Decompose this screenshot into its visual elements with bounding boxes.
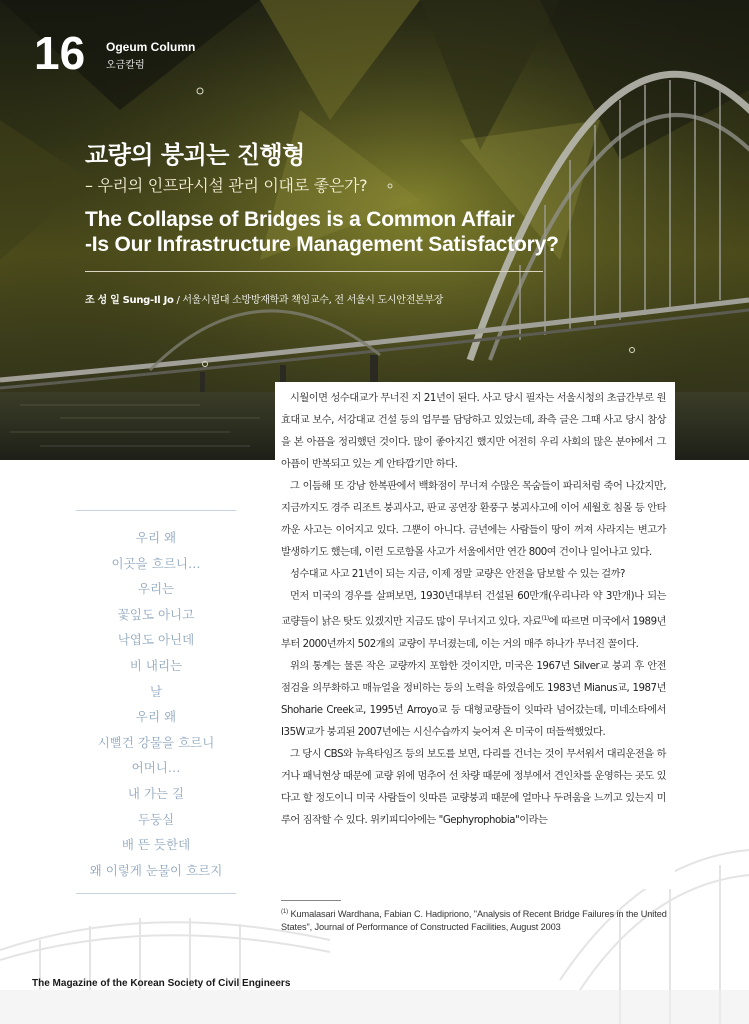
poem-top-rule: [76, 510, 236, 511]
poem-line: 내 가는 길: [127, 785, 185, 801]
author-affiliation: / 서울시립대 소방방재학과 책임교수, 전 서울시 도시안전본부장: [173, 295, 444, 306]
poem-line: 꽃잎도 아니고: [117, 606, 195, 622]
author-byline: [85, 291, 443, 306]
poem-line: 어머니…: [131, 760, 181, 776]
article-subtitle-kr: – 우리의 인프라시설 관리 이대로 좋은가?: [85, 176, 368, 195]
footnote-ref: (1): [541, 615, 549, 623]
body-paragraph: 성수대교 사고 21년이 되는 지금, 이제 정말 교량은 안전을 담보할 수 있는 걸까?: [290, 569, 625, 581]
column-name-en: Ogeum Column: [106, 40, 196, 54]
poem-line: 낙엽도 아닌데: [117, 632, 195, 648]
footnote-rule: [281, 900, 341, 901]
article-title-kr: 교량의 붕괴는 진행형: [85, 141, 305, 169]
poem-line: 비 내리는: [129, 657, 183, 673]
footnote-marker: (1): [281, 909, 289, 915]
poem-line: 시뻘건 강물을 흐르니: [97, 734, 215, 750]
page-number: 16: [34, 27, 86, 79]
body-text-run: 먼저 미국의 경우를 살펴보면, 1930년대부터 건설된 60만개(우리나라 약 3만개)나 되는 교량들이 낡은 탓도 있겠지만 지금도 많이 무너지고 있다. 자료: [281, 591, 666, 628]
magazine-footer: The Magazine of the Korean Society of Civil Engineers: [32, 978, 291, 989]
body-paragraph: 위의 통계는 물론 작은 교량까지 포함한 것이지만, 미국은 1967년 Silver교 붕괴 후 안전점검을 의무화하고 매뉴얼을 정비하는 등의 노력을 하였음에도 1983년 Mianus교, 1987년 Shoharie Creek교, 1995년 Arroyo교 등 대형교량들이 잇따라 넘어갔는데, 미네소타에서 I35W교가 붕괴된 2007년에는 시신수습까지 늦어져 온 미국이 떠들썩했었다.: [281, 660, 666, 739]
body-paragraph: 시월이면 성수대교가 무너진 지 21년이 된다. 사고 당시 필자는 서울시청의 초급간부로 원효대교 보수, 서강대교 건설 등의 업무를 담당하고 있었는데, 좌측 글은 그때 사고 당시 참상을 본 아픔을 정리했던 것이다. 많이 좋아지긴 했지만 어전히 우리 사회의 많은 분야에서 그 아픔이 반복되고 있는 게 안타깝기만 하다.: [281, 393, 666, 471]
poem-line: 우리 왜: [135, 709, 177, 725]
article-body: [281, 388, 666, 832]
poem: [76, 525, 236, 883]
author-name: 조 성 일 Sung-Il Jo: [85, 295, 174, 306]
article-title-en-line2: -Is Our Infrastructure Management Satisfactory?: [85, 233, 559, 256]
footnote: [281, 906, 671, 934]
poem-line: 이곳을 흐르니…: [111, 555, 201, 571]
poem-line: 두둥실: [137, 811, 175, 827]
body-paragraph: [281, 586, 666, 656]
body-paragraph: 그 이듬해 또 강남 한복판에서 백화점이 무너져 수많은 목숨들이 파리처럼 죽어 나갔지만, 지금까지도 경주 리조트 붕괴사고, 판교 공연장 환풍구 붕괴사고에 이어 세월호 침몰 등 안타까운 사고는 이어지고 있다. 그뿐이 아니다. 금년에는 사람들이 땅이 꺼져 사라지는 변고가 발생하기도 했는데, 이런 도로함몰 사고가 서울에서만 연간 800여 건이나 일어나고 있다.: [281, 481, 666, 559]
poem-line: 우리는: [137, 581, 175, 597]
article-title-en-line1: The Collapse of Bridges is a Common Affair: [85, 208, 515, 231]
footnote-text: Kumalasari Wardhana, Fabian C. Hadipriono, "Analysis of Recent Bridge Failures in the United States", Journal of Performance of Constructed Facilities, August 2003: [281, 909, 667, 933]
poem-bottom-rule: [76, 893, 236, 894]
body-text-run: 에 따르면 미국에서 1989년부터 2000년까지 502개의 교량이 무너졌는데, 이는 거의 매주 하나가 무너진 꼴이다.: [281, 616, 667, 650]
body-paragraph: 그 당시 CBS와 뉴욕타임즈 등의 보도를 보면, 다리를 건너는 것이 무서워서 대리운전을 하거나 패닉현상 때문에 교량 위에 멈추어 선 차량 때문에 정부에서 견인차를 운영하는 곳도 있다고 할 정도이니 미국 사람들이 잇따른 교량붕괴 때문에 얼마나 두려움을 느끼고 있는지 미루어 짐작할 수 있다. 위키피디아에는 "Gephyrophobia"이라는: [281, 749, 666, 827]
title-divider: [85, 271, 543, 272]
poem-line: 우리 왜: [135, 530, 177, 545]
column-name-kr: 오금칼럼: [106, 60, 145, 71]
poem-line: 배 뜬 듯한데: [121, 837, 191, 853]
poem-line: 날: [149, 683, 163, 699]
poem-line: 왜 이렇게 눈물이 흐르지: [89, 862, 223, 878]
